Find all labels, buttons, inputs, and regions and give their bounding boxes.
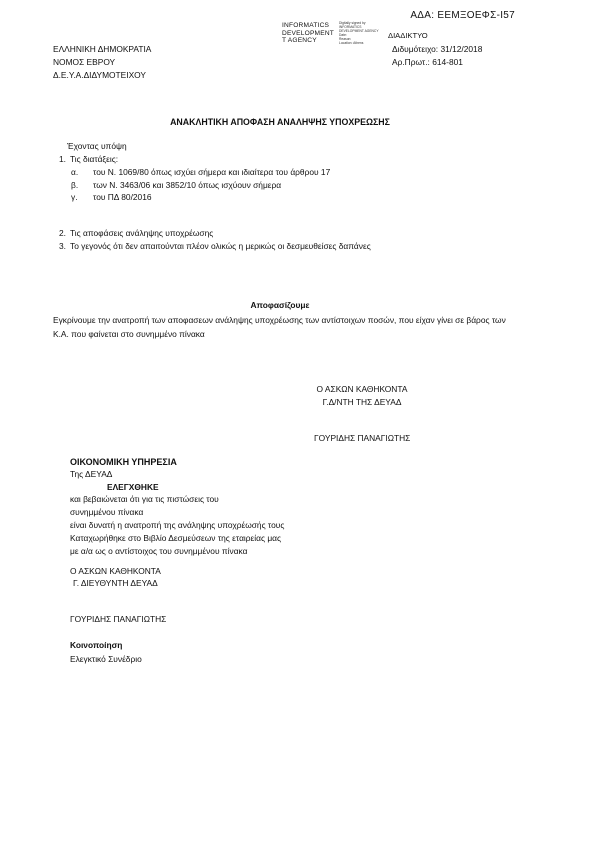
intro-text: Έχοντας υπόψη (67, 141, 127, 151)
item-number: 3. (59, 241, 66, 251)
stamp-diadiktyo: ΔΙΑΔΙΚΤΥΟ (388, 31, 428, 40)
item-text: Το γεγονός ότι δεν απαιτούνται πλέον ολικώς η μερικώς οι δεσμευθείσες δαπάνες (70, 241, 371, 251)
certification-line: Καταχωρήθηκε στο Βιβλίο Δεσμεύσεων της εταιρείας μας (70, 533, 282, 543)
subitem-text: του ΠΔ 80/2016 (93, 192, 152, 202)
digital-signature-details (339, 21, 379, 45)
protocol-number: Αρ.Πρωτ.: 614-801 (392, 57, 463, 67)
subitem-letter: α. (71, 167, 79, 177)
certification-line: με α/α ως ο αντίστοιχος του συνημμένου πίνακα (70, 546, 248, 556)
issuer-country: ΕΛΛΗΝΙΚΗ ΔΗΜΟΚΡΑΤΙΑ (53, 44, 152, 54)
notification-recipient: Ελεγκτικό Συνέδριο (70, 654, 142, 664)
item-text: Τις αποφάσεις ανάληψης υποχρέωσης (70, 228, 214, 238)
subitem-letter: β. (71, 180, 79, 190)
stamp-line: T AGENCY (282, 37, 317, 45)
certification-line: και βεβαιώνεται ότι για τις πιστώσεις του (70, 494, 219, 504)
decision-heading: Αποφασίζουμε (250, 300, 310, 310)
consideration-subitem-a (71, 167, 330, 177)
consideration-item-2 (59, 228, 213, 238)
stamp-detail: Date: (339, 33, 347, 37)
stamp-detail: Digitally signed by (339, 21, 366, 25)
decision-text: Εγκρίνουμε την ανατροπή των αποφασεων ανάληψης υποχρέωσης των αντίστοιχων ποσών, που είχαν γίνει σε βάρος των Κ.Α. που φαίνεται στο συνημμένο πίνακα (53, 315, 506, 339)
issuer-prefecture: ΝΟΜΟΣ ΕΒΡΟΥ (53, 57, 116, 67)
financial-signature-name: ΓΟΥΡΙΔΗΣ ΠΑΝΑΓΙΩΤΗΣ (70, 614, 167, 624)
financial-service-title: ΟΙΚΟΝΟΜΙΚΗ ΥΠΗΡΕΣΙΑ (70, 457, 177, 467)
issuer-block (53, 43, 151, 82)
financial-signature-role: Ο ΑΣΚΩΝ ΚΑΘΗΚΟΝΤΑ (70, 566, 161, 576)
stamp-line: DEVELOPMENT (282, 29, 335, 37)
subitem-text: των Ν. 3463/06 και 3852/10 όπως ισχύουν σήμερα (93, 180, 282, 190)
financial-service-dept: Της ΔΕΥΑΔ (70, 469, 113, 479)
checked-label: ΕΛΕΓΧΘΗΚΕ (107, 482, 159, 492)
notification-title: Κοινοποίηση (70, 640, 123, 650)
subitem-text: του Ν. 1069/80 όπως ισχύει σήμερα και ιδιαίτερα του άρθρου 17 (93, 167, 331, 177)
issuer-organization: Δ.Ε.Υ.Α.ΔΙΔΥΜΟΤΕΙΧΟΥ (53, 70, 147, 80)
consideration-subitem-c (71, 192, 152, 202)
item-text: Τις διατάξεις: (70, 154, 119, 164)
signature-block (298, 383, 426, 409)
document-date: Διδυμότειχο: 31/12/2018 (392, 44, 483, 54)
financial-signature-title: Γ. ΔΙΕΥΘΥΝΤΗ ΔΕΥΑΔ (73, 578, 158, 588)
signature-role: Ο ΑΣΚΩΝ ΚΑΘΗΚΟΝΤΑ (316, 384, 408, 394)
stamp-detail: Location: Athens (339, 41, 364, 45)
signature-role-title: Γ.Δ/ΝΤΗ ΤΗΣ ΔΕΥΑΔ (322, 397, 402, 407)
consideration-subitem-b (71, 180, 281, 190)
document-meta (392, 43, 482, 69)
financial-certification (70, 493, 284, 558)
item-number: 2. (59, 228, 66, 238)
stamp-line: INFORMATICS (282, 22, 330, 29)
stamp-detail: Reason: (339, 37, 352, 41)
document-title: ΑΝΑΚΛΗΤΙΚΗ ΑΠΟΦΑΣΗ ΑΝΑΛΗΨΗΣ ΥΠΟΧΡΕΩΣΗΣ (170, 117, 390, 127)
certification-line: συνημμένου πίνακα (70, 507, 144, 517)
consideration-item-3 (59, 241, 371, 251)
digital-signature-stamp (282, 22, 334, 45)
ada-code: ΑΔΑ: ΕΕΜΞΟΕΦΣ-Ι57 (410, 10, 515, 21)
consideration-item-1 (59, 154, 118, 164)
stamp-detail: DEVELOPMENT AGENCY (339, 29, 379, 33)
signature-name: ΓΟΥΡΙΔΗΣ ΠΑΝΑΓΙΩΤΗΣ (314, 433, 411, 443)
subitem-letter: γ. (71, 192, 78, 202)
certification-line: είναι δυνατή η ανατροπή της ανάληψης υποχρέωσής τους (70, 520, 285, 530)
stamp-detail: INFORMATICS (339, 25, 362, 29)
item-number: 1. (59, 154, 66, 164)
